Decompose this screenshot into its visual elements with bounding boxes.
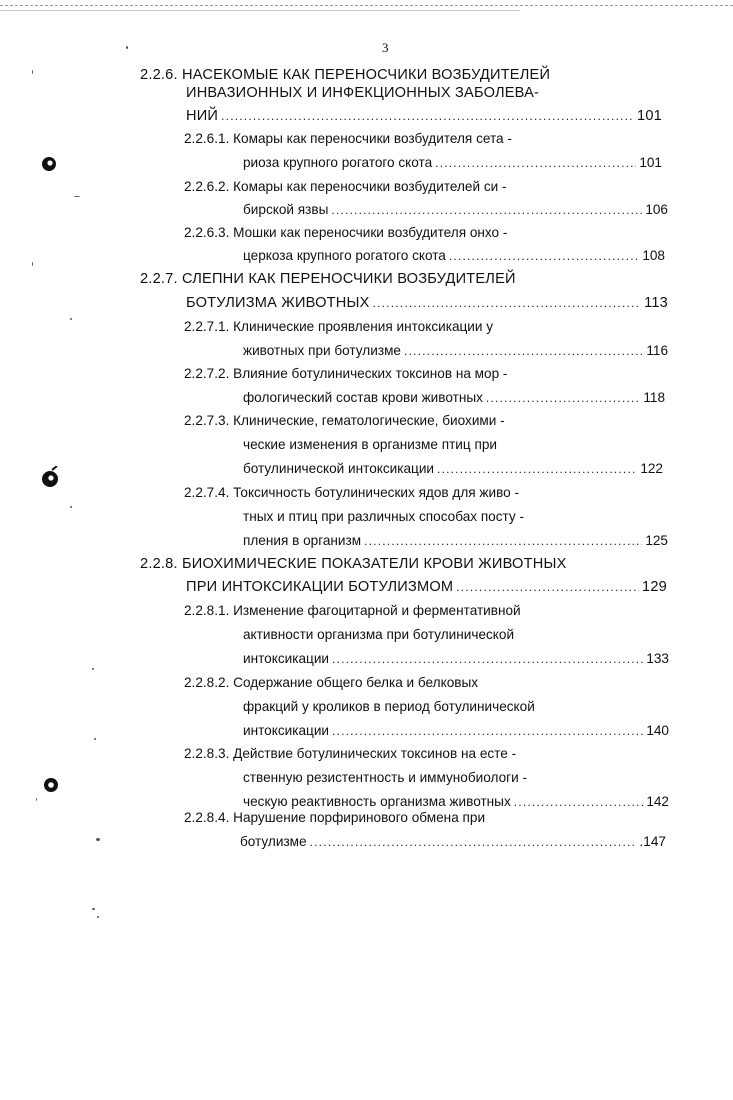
item-number: 2.2.8.4. bbox=[184, 810, 230, 825]
toc-entry-2-2-6[interactable] bbox=[186, 107, 662, 125]
item-title-line-1: Содержание общего белка и белковых bbox=[233, 675, 479, 690]
toc-entry-2-2-7-2[interactable] bbox=[243, 389, 665, 407]
section-2-2-7-heading bbox=[140, 270, 516, 288]
leader-dots bbox=[310, 833, 637, 851]
toc-item-2-2-6-3 bbox=[184, 224, 507, 242]
toc-entry-2-2-7[interactable] bbox=[186, 294, 668, 312]
toc-entry-2-2-7-4[interactable] bbox=[243, 532, 668, 550]
item-title-line-2: фракций у кроликов в период ботулинической bbox=[243, 699, 535, 714]
leader-dots bbox=[373, 294, 642, 312]
section-title-line-1: НАСЕКОМЫЕ КАК ПЕРЕНОСЧИКИ ВОЗБУДИТЕЛЕЙ bbox=[181, 67, 551, 83]
page-ref: 125 bbox=[645, 533, 668, 548]
binder-hole-middle-icon bbox=[40, 466, 62, 490]
page-ref: .147 bbox=[639, 834, 666, 849]
page-ref: 129 bbox=[642, 579, 667, 595]
item-number: 2.2.8.3. bbox=[184, 746, 230, 761]
toc-entry-2-2-8[interactable] bbox=[186, 578, 667, 596]
item-title-line-2: риоза крупного рогатого скота bbox=[243, 155, 433, 170]
item-title-line-3: ботулинической интоксикации bbox=[243, 461, 435, 476]
leader-dots bbox=[435, 154, 636, 172]
section-title-line-1: СЛЕПНИ КАК ПЕРЕНОСЧИКИ ВОЗБУДИТЕЛЕЙ bbox=[181, 271, 516, 287]
section-title-line-2: ПРИ ИНТОКСИКАЦИИ БОТУЛИЗМОМ bbox=[186, 579, 454, 595]
item-title-line-1: Клинические, гематологические, биохими - bbox=[233, 413, 505, 428]
item-title-line-2: животных при ботулизме bbox=[243, 343, 401, 358]
page-ref: 101 bbox=[639, 155, 662, 170]
item-number: 2.2.7.3. bbox=[184, 413, 230, 428]
section-2-2-8-heading bbox=[140, 555, 567, 573]
page-ref: 133 bbox=[646, 651, 669, 666]
item-title-line-1: Нарушение порфиринового обмена при bbox=[233, 810, 486, 825]
section-number: 2.2.6. bbox=[140, 67, 178, 83]
item-title-line-2: бирской язвы bbox=[243, 202, 329, 217]
section-title-line-2: БОТУЛИЗМА ЖИВОТНЫХ bbox=[186, 295, 370, 311]
item-title-line-3: пления в организм bbox=[243, 533, 362, 548]
section-title-line-2: ИНВАЗИОННЫХ И ИНФЕКЦИОННЫХ ЗАБОЛЕВА- bbox=[186, 85, 540, 101]
item-title-line-1: Влияние ботулинических токсинов на мор - bbox=[233, 366, 508, 381]
item-number: 2.2.7.4. bbox=[184, 485, 230, 500]
toc-entry-2-2-8-2[interactable] bbox=[243, 722, 669, 740]
leader-dots bbox=[449, 247, 639, 265]
item-title-line-1: Клинические проявления интоксикации у bbox=[233, 319, 494, 334]
section-number: 2.2.8. bbox=[140, 556, 178, 572]
page-number: 3 bbox=[382, 40, 389, 55]
item-number: 2.2.6.3. bbox=[184, 225, 230, 240]
binder-hole-bottom-icon bbox=[42, 776, 60, 794]
toc-item-2-2-7-1 bbox=[184, 318, 493, 336]
leader-dots bbox=[404, 342, 643, 360]
page-ref: 101 bbox=[637, 108, 662, 124]
item-number: 2.2.7.1. bbox=[184, 319, 230, 334]
leader-dots bbox=[332, 722, 643, 740]
toc-entry-2-2-8-1[interactable] bbox=[243, 650, 669, 668]
item-title-line-2: тных и птиц при различных способах посту - bbox=[243, 509, 525, 524]
item-title-line-2: ботулизме bbox=[240, 834, 307, 849]
toc-item-2-2-6-1 bbox=[184, 130, 512, 148]
page-ref: 116 bbox=[646, 343, 668, 358]
item-title-line-2: активности организма при ботулинической bbox=[243, 627, 515, 642]
toc-item-2-2-7-4 bbox=[184, 484, 519, 502]
toc-entry-2-2-6-1[interactable] bbox=[243, 154, 662, 172]
toc-item-2-2-8-4 bbox=[184, 809, 485, 827]
item-title-line-2: церкоза крупного рогатого скота bbox=[243, 248, 446, 263]
toc-entry-2-2-7-1[interactable] bbox=[243, 342, 668, 360]
item-number: 2.2.6.1. bbox=[184, 131, 230, 146]
item-title-line-1: Комары как переносчики возбудителя сета - bbox=[233, 131, 512, 146]
item-title-line-3: ческую реактивность организма животных bbox=[243, 794, 511, 809]
toc-entry-2-2-6-3[interactable] bbox=[243, 247, 665, 265]
leader-dots bbox=[364, 532, 642, 550]
page-ref: 122 bbox=[640, 461, 663, 476]
leader-dots bbox=[456, 578, 639, 596]
item-title-line-3: интоксикации bbox=[243, 651, 330, 666]
page-ref: 108 bbox=[642, 248, 665, 263]
scan-top-edge-shadow bbox=[0, 10, 520, 11]
item-title-line-3: интоксикации bbox=[243, 723, 330, 738]
section-2-2-6-heading bbox=[140, 66, 550, 84]
leader-dots bbox=[332, 650, 643, 668]
toc-entry-2-2-8-4[interactable] bbox=[240, 833, 666, 851]
leader-dots bbox=[486, 389, 640, 407]
item-number: 2.2.8.2. bbox=[184, 675, 230, 690]
binder-hole-top-icon bbox=[40, 155, 58, 173]
toc-item-2-2-8-3 bbox=[184, 745, 516, 763]
toc-item-2-2-7-3 bbox=[184, 412, 505, 430]
item-number: 2.2.6.2. bbox=[184, 179, 230, 194]
item-title-line-2: ственную резистентность и иммунобиологи - bbox=[243, 770, 528, 785]
leader-dots bbox=[437, 460, 637, 478]
toc-item-2-2-8-1 bbox=[184, 602, 521, 620]
leader-dots bbox=[331, 201, 642, 219]
item-title-line-2: ческие изменения в организме птиц при bbox=[243, 437, 497, 452]
section-title-line-3: НИЙ bbox=[186, 108, 219, 124]
section-title-line-1: БИОХИМИЧЕСКИЕ ПОКАЗАТЕЛИ КРОВИ ЖИВОТНЫХ bbox=[181, 556, 567, 572]
page-ref: 106 bbox=[645, 202, 668, 217]
toc-item-2-2-6-2 bbox=[184, 178, 507, 196]
leader-dots bbox=[514, 793, 644, 811]
toc-entry-2-2-7-3[interactable] bbox=[243, 460, 663, 478]
page-ref: 142 bbox=[646, 794, 669, 809]
item-title-line-1: Изменение фагоцитарной и ферментативной bbox=[233, 603, 521, 618]
item-title-line-1: Комары как переносчики возбудителей си - bbox=[233, 179, 507, 194]
page-ref: 113 bbox=[644, 295, 668, 311]
item-title-line-1: Мошки как переносчики возбудителя онхо - bbox=[233, 225, 508, 240]
item-number: 2.2.7.2. bbox=[184, 366, 230, 381]
toc-item-2-2-7-2 bbox=[184, 365, 507, 383]
leader-dots bbox=[221, 107, 634, 125]
item-title-line-2: фологический состав крови животных bbox=[243, 390, 483, 405]
toc-entry-2-2-6-2[interactable] bbox=[243, 201, 668, 219]
scan-top-edge bbox=[0, 5, 733, 6]
item-number: 2.2.8.1. bbox=[184, 603, 230, 618]
page-ref: 118 bbox=[643, 390, 665, 405]
item-title-line-1: Действие ботулинических токсинов на есте - bbox=[233, 746, 517, 761]
section-number: 2.2.7. bbox=[140, 271, 178, 287]
page-ref: 140 bbox=[646, 723, 669, 738]
toc-item-2-2-8-2 bbox=[184, 674, 478, 692]
item-title-line-1: Токсичность ботулинических ядов для живо - bbox=[233, 485, 520, 500]
